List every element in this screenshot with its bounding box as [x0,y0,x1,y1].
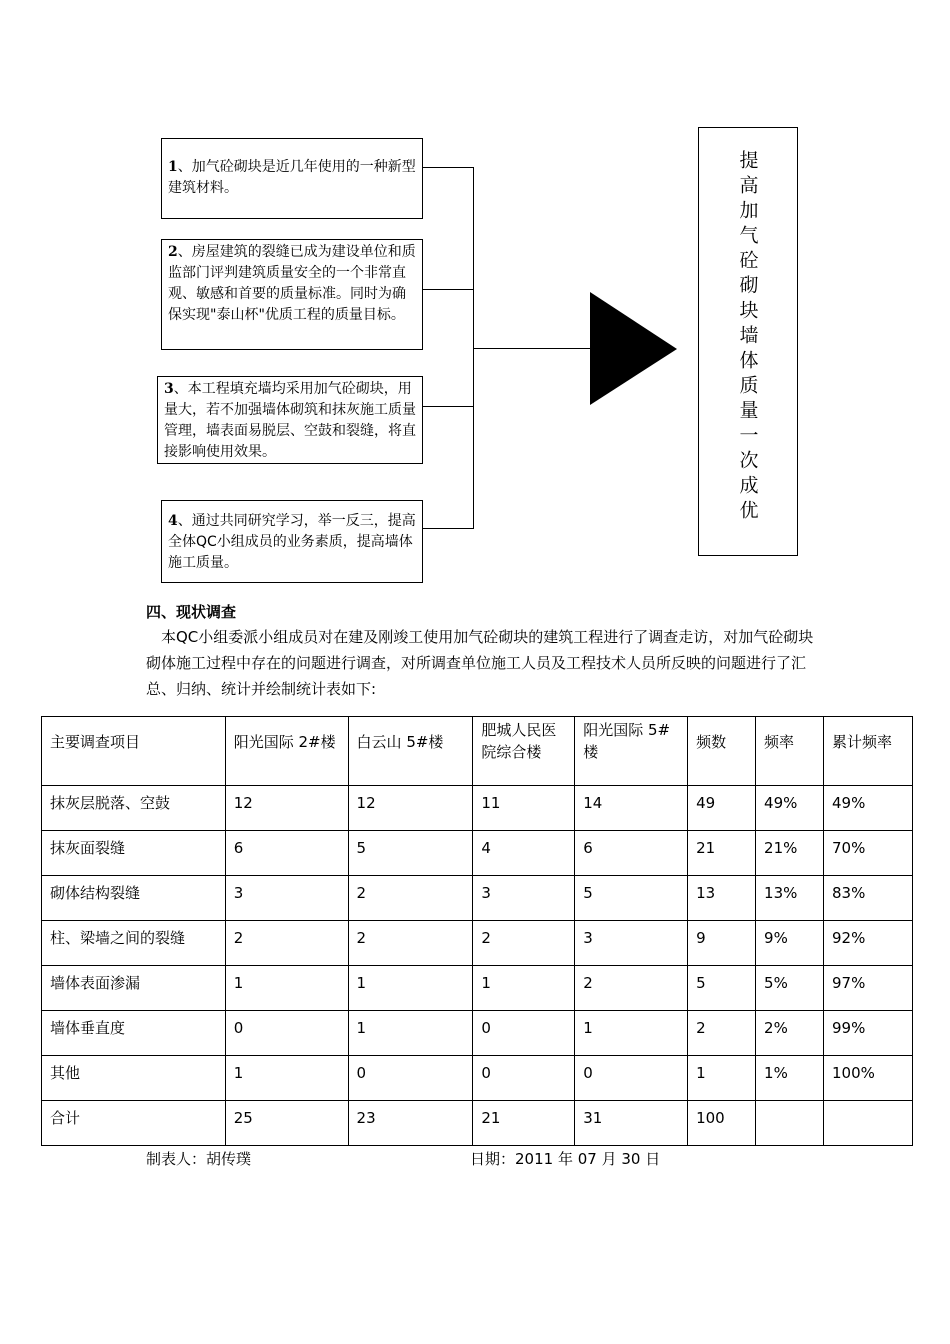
table-cell: 柱、梁墙之间的裂缝 [42,921,226,966]
table-cell: 92% [823,921,912,966]
table-row [42,921,913,966]
table-cell: 49 [688,786,756,831]
table-cell: 21% [756,831,824,876]
table-total-row [42,1101,913,1146]
table-cell [756,1101,824,1146]
table-row [42,966,913,1011]
reason-box-1 [161,138,423,219]
table-cell: 0 [348,1056,473,1101]
table-cell: 2 [688,1011,756,1056]
table-cell: 100 [688,1101,756,1146]
intro-text: 本QC小组委派小组成员对在建及刚竣工使用加气砼砌块的建筑工程进行了调查走访，对加气砼砌块砌体施工过程中存在的问题进行调查，对所调查单位施工人员及工程技术人员所反映的问题进行了汇总、归纳、统计并绘制统计表如下: [146,628,814,698]
table-cell: 21 [473,1101,575,1146]
table-cell: 49% [756,786,824,831]
table-cell: 1 [575,1011,688,1056]
table-header-row [42,717,913,786]
table-cell: 70% [823,831,912,876]
table-cell: 2 [575,966,688,1011]
table-cell: 1 [473,966,575,1011]
table-cell: 31 [575,1101,688,1146]
table-maker: 制表人：胡传璞 [146,1150,252,1168]
table-cell: 83% [823,876,912,921]
table-cell: 6 [575,831,688,876]
table-cell: 12 [225,786,348,831]
table-cell: 9 [688,921,756,966]
table-cell: 3 [473,876,575,921]
reason-number: 3 [164,381,174,397]
table-cell: 3 [575,921,688,966]
table-cell: 99% [823,1011,912,1056]
table-cell: 1% [756,1056,824,1101]
table-cell: 抹灰面裂缝 [42,831,226,876]
table-cell: 11 [473,786,575,831]
table-cell: 5 [575,876,688,921]
table-date: 日期：2011 年 07 月 30 日 [470,1150,661,1168]
table-cell: 25 [225,1101,348,1146]
table-cell: 0 [225,1011,348,1056]
table-cell: 3 [225,876,348,921]
table-cell: 97% [823,966,912,1011]
table-row [42,786,913,831]
connector-line-2 [423,289,474,290]
intro-paragraph [146,624,816,702]
table-cell: 1 [348,1011,473,1056]
table-cell: 4 [473,831,575,876]
header-cell: 累计频率 [823,717,912,786]
table-cell: 49% [823,786,912,831]
table-cell: 6 [225,831,348,876]
header-cell: 白云山 5#楼 [348,717,473,786]
table-row [42,1011,913,1056]
table-cell [823,1101,912,1146]
table-cell: 合计 [42,1101,226,1146]
table-cell: 墙体表面渗漏 [42,966,226,1011]
table-cell: 墙体垂直度 [42,1011,226,1056]
reason-text: 、本工程填充墙均采用加气砼砌块，用量大，若不加强墙体砌筑和抹灰施工质量管理，墙表面易脱层、空鼓和裂缝，将直接影响使用效果。 [164,381,416,460]
connector-to-arrow [473,348,591,349]
table-cell: 1 [688,1056,756,1101]
reason-number: 2 [168,244,178,260]
header-cell: 频率 [756,717,824,786]
table-cell: 2% [756,1011,824,1056]
table-cell: 13% [756,876,824,921]
table-cell: 0 [473,1011,575,1056]
table-cell: 9% [756,921,824,966]
table-row [42,1056,913,1101]
table-cell: 5 [348,831,473,876]
table-cell: 23 [348,1101,473,1146]
table-cell: 5 [688,966,756,1011]
table-cell: 1 [225,966,348,1011]
reason-box-2 [161,239,423,350]
table-cell: 2 [473,921,575,966]
table-row [42,876,913,921]
table-cell: 2 [348,921,473,966]
reason-number: 1 [168,159,178,175]
table-cell: 1 [348,966,473,1011]
connector-line-3 [423,406,474,407]
connector-line-4 [423,528,474,529]
arrow-right-icon [590,292,678,406]
table-cell: 100% [823,1056,912,1101]
header-cell: 阳光国际 5#楼 [575,717,688,786]
table-cell: 14 [575,786,688,831]
reason-box-4 [161,500,423,583]
table-row [42,831,913,876]
header-cell: 肥城人民医院综合楼 [473,717,575,786]
table-cell: 0 [473,1056,575,1101]
header-cell: 主要调查项目 [42,717,226,786]
table-cell: 砌体结构裂缝 [42,876,226,921]
header-cell: 阳光国际 2#楼 [225,717,348,786]
goal-text: 提高加气砼砌块墙体质量一次成优 [736,150,759,525]
table-cell: 0 [575,1056,688,1101]
table-cell: 2 [348,876,473,921]
section-heading: 四、现状调查 [146,603,237,621]
table-cell: 12 [348,786,473,831]
reason-text: 、加气砼砌块是近几年使用的一种新型建筑材料。 [168,159,416,196]
connector-line-1 [423,167,474,168]
table-cell: 21 [688,831,756,876]
reason-text: 、通过共同研究学习，举一反三，提高全体QC小组成员的业务素质，提高墙体施工质量。 [168,513,416,571]
table-cell: 抹灰层脱落、空鼓 [42,786,226,831]
header-cell: 频数 [688,717,756,786]
table-cell: 5% [756,966,824,1011]
table-cell: 2 [225,921,348,966]
table-cell: 13 [688,876,756,921]
reason-number: 4 [168,513,178,529]
table-cell: 其他 [42,1056,226,1101]
goal-box [698,127,798,556]
reason-text: 、房屋建筑的裂缝已成为建设单位和质监部门评判建筑质量安全的一个非常直观、敏感和首要的质量标准。同时为确保实现"泰山杯"优质工程的质量目标。 [168,244,416,323]
survey-table [41,716,913,1146]
table-cell: 1 [225,1056,348,1101]
reason-box-3 [157,376,423,464]
